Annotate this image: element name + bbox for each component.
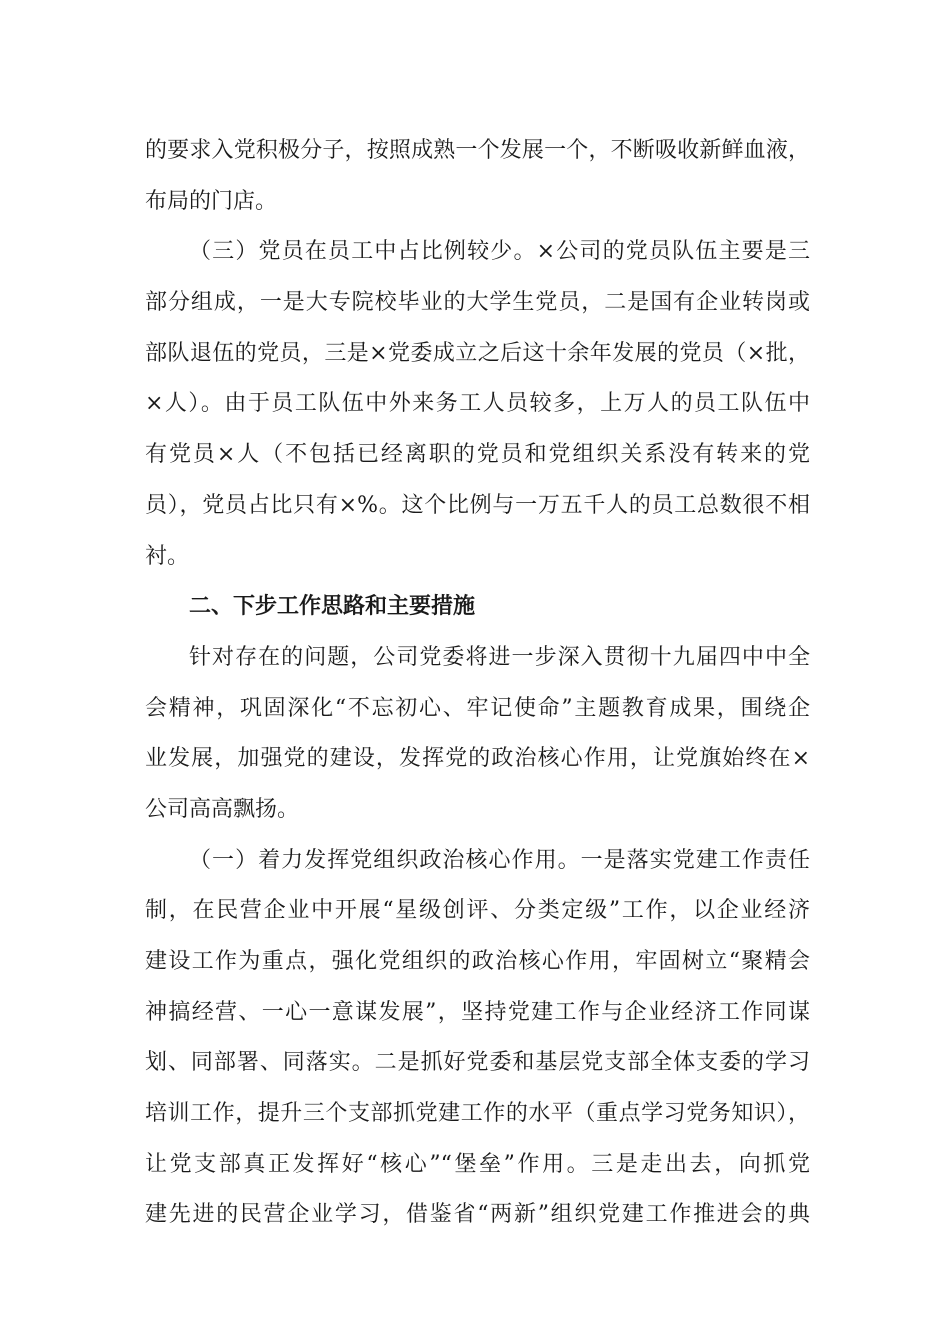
paragraph-line: 针对存在的问题，公司党委将进一步深入贯彻十九届四中中全 <box>189 644 810 670</box>
paragraph-line: 的要求入党积极分子，按照成熟一个发展一个，不断吸收新鲜血液， <box>145 138 810 163</box>
paragraph-line: 部队退伍的党员，三是×党委成立之后这十余年发展的党员（×批， <box>145 340 810 366</box>
paragraph-line: 会精神，巩固深化“不忘初心、牢记使命”主题教育成果，围绕企 <box>145 695 810 721</box>
paragraph-line: 衬。 <box>145 543 190 569</box>
paragraph-line: 业发展，加强党的建设，发挥党的政治核心作用，让党旗始终在× <box>145 746 810 772</box>
paragraph-line: 制，在民营企业中开展“星级创评、分类定级”工作，以企业经济 <box>145 898 810 924</box>
paragraph-line: 划、同部署、同落实。二是抓好党委和基层党支部全体支委的学习 <box>145 1050 810 1076</box>
paragraph-line: 让党支部真正发挥好“核心”“堡垒”作用。三是走出去，向抓党 <box>145 1151 810 1177</box>
paragraph-line: 员），党员占比只有×%。这个比例与一万五千人的员工总数很不相 <box>145 492 810 518</box>
paragraph-line: 建先进的民营企业学习，借鉴省“两新”组织党建工作推进会的典 <box>145 1202 810 1228</box>
section-heading: 二、下步工作思路和主要措施 <box>189 594 476 620</box>
paragraph-line: （三）党员在员工中占比例较少。×公司的党员队伍主要是三 <box>189 239 810 265</box>
paragraph-line: （一）着力发挥党组织政治核心作用。一是落实党建工作责任 <box>189 847 810 873</box>
paragraph-line: 布局的门店。 <box>145 188 278 214</box>
paragraph-line: 建设工作为重点，强化党组织的政治核心作用，牢固树立“聚精会 <box>145 949 810 974</box>
paragraph-line: 部分组成，一是大专院校毕业的大学生党员，二是国有企业转岗或 <box>145 290 810 316</box>
paragraph-line: 公司高高飘扬。 <box>145 796 300 822</box>
paragraph-line: 培训工作，提升三个支部抓党建工作的水平（重点学习党务知识）， <box>145 1101 810 1127</box>
paragraph-line: ×人）。由于员工队伍中外来务工人员较多，上万人的员工队伍中 <box>145 391 810 417</box>
paragraph-line: 有党员×人（不包括已经离职的党员和党组织关系没有转来的党 <box>145 442 810 468</box>
document-body <box>145 126 810 1241</box>
paragraph-line: 神搞经营、一心一意谋发展”，坚持党建工作与企业经济工作同谋 <box>145 999 810 1025</box>
